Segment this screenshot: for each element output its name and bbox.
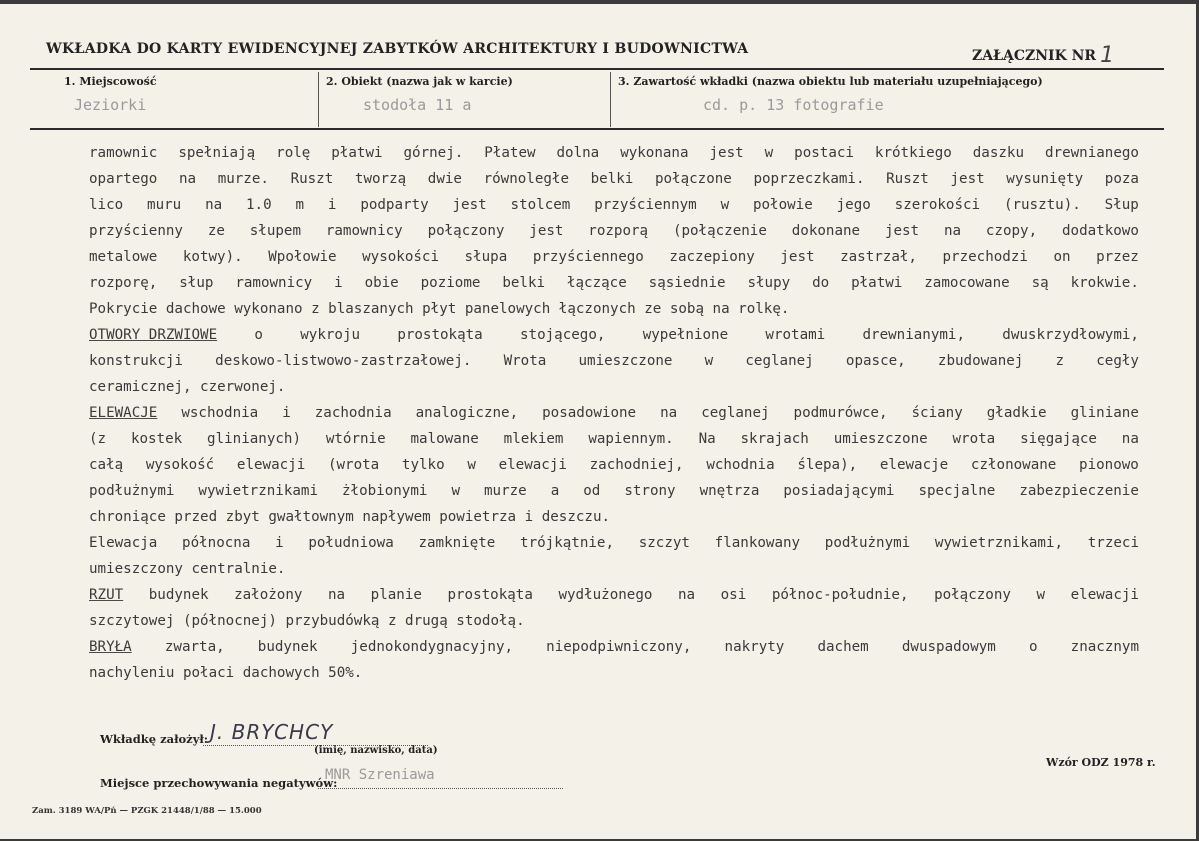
word: ze [207,223,225,239]
word: stojącego, [520,327,606,343]
section-heading-elevations: ELEWACJE [89,405,158,421]
section-heading-doors: OTWORY DRZWIOWE [89,327,218,343]
word: kostek [130,431,183,447]
word: ramownic [89,145,158,161]
word: malowane [410,431,479,447]
word: jednokondygnacyjny, [350,639,514,655]
word: (z [89,431,107,447]
word: sąsiednie [648,275,726,291]
word: żłobionymi [342,483,428,499]
word: Wpołowie [268,249,337,265]
word: górnej. [403,145,464,161]
word: na [677,587,696,603]
word: budynek [148,587,209,603]
created-by-label: Wkładkę założył: [100,732,209,746]
created-by-hint: (imię, nazwisko, data) [314,745,438,756]
word: i [334,275,343,291]
text-line [89,530,1139,556]
word: na [178,171,197,187]
word: zamocowane [924,275,1010,291]
text-line [89,426,1139,452]
word: całą [89,457,124,473]
word: połowie [752,197,813,213]
word: dwuskrzydłowymi, [1002,327,1139,343]
word: postaci [794,145,854,161]
word: dachem [817,639,869,655]
word: założony [234,587,303,603]
word: prostokąta [447,587,533,603]
word: poziome [420,275,481,291]
word: muru [147,197,182,213]
word: 1.0 [246,197,272,213]
word: jest [950,171,985,187]
word: w [704,353,714,369]
word: dwuspadowym [901,639,996,655]
word: metalowe [89,249,158,265]
word: od [583,483,601,499]
word: tylko [401,457,445,473]
text-line [89,660,1139,686]
word: zamknięte [418,535,496,551]
word: wtórnie [325,431,386,447]
section-heading-plan: RZUT [89,587,124,603]
word: ramownicy [235,275,313,291]
word: słupy [747,275,791,291]
word: elewacji [1070,587,1139,603]
word: gliniane [1070,405,1139,421]
word: wrotami [765,327,826,343]
word: wykonana [620,145,689,161]
word: osi [720,587,747,603]
word: zaczepiony [669,249,755,265]
word: jest [884,223,920,239]
field-divider [318,72,319,127]
word: łączące [566,275,627,291]
word: Elewacja [89,535,158,551]
word: mlekiem [503,431,564,447]
word: elewacji [498,457,567,473]
word: m [295,197,305,213]
word: posadowione [542,405,637,421]
word: belki [590,171,634,187]
word: tworzą [354,171,407,187]
text-line [89,140,1139,166]
word: planie [370,587,422,603]
annex-number [972,41,1114,66]
word: jest [452,197,487,213]
locality-value: Jeziorki [74,96,147,114]
word: na [205,197,223,213]
word: trzeci [1087,535,1139,551]
word: glinianych) [207,431,301,447]
word: Na [698,431,716,447]
word: umieszczone [833,431,928,447]
word: wysunięty [1006,171,1084,187]
word: wydłużonego [558,587,653,603]
word: na [1121,431,1139,447]
word: przyściennego [532,249,644,265]
word: konstrukcji [89,353,183,369]
word: południowa [308,535,394,551]
word: Wrota [503,353,547,369]
word: prostokąta [397,327,483,343]
word: wschodnia [181,405,259,421]
text-span: Pokrycie dachowe wykonano z blaszanych płyt panelowych łączonych ze sobą na rolkę. [89,301,790,317]
text-line [89,192,1139,218]
word: na [328,587,346,603]
word: stolcem [510,197,571,213]
text-line [89,270,1139,296]
word: przez [1096,249,1139,265]
word: deskowo-listwowo-zastrzałowej. [215,353,472,369]
word: murze [483,483,527,499]
word: spełniają [178,145,256,161]
word: słupem [249,223,301,239]
word: równoległe [483,171,569,187]
word: zastrzał, [840,249,917,265]
text-line [89,556,1139,582]
word: dwie [427,171,462,187]
text-line [89,244,1139,270]
word: opartego [89,171,158,187]
word: na [660,405,678,421]
word: flankowany [714,535,801,551]
word: zachodniej, [589,457,684,473]
text-line [89,166,1139,192]
word: drewnianego [1044,145,1139,161]
text-line [89,452,1139,478]
word: jest [529,223,564,239]
word: drewnianymi, [862,327,965,343]
word: (połączenie [672,223,767,239]
word: specjalne [918,483,996,499]
header-rule-bottom [30,128,1164,130]
word: rolę [276,145,311,161]
text-span: szczytowej (północnej) przybudówką z drugą stodołą. [89,613,525,629]
header-rule-top [30,68,1164,70]
word: i [282,405,291,421]
word: w [451,483,460,499]
word: dokonane [791,223,861,239]
word: cegły [1096,353,1139,369]
annex-number-value: 1 [1100,43,1115,68]
word: daszku [972,145,1025,161]
word: z [1055,353,1065,369]
text-line [89,478,1139,504]
word: i [327,197,337,213]
word: lico [89,197,124,213]
word: przyścienny [89,223,183,239]
word: nakryty [724,639,785,655]
word: czopy, [985,223,1038,239]
word: płatwi [331,145,383,161]
word: Ruszt [290,171,334,187]
word: wchodnia [706,457,775,473]
word: analogiczne, [415,405,519,421]
word: elewacji [236,457,306,473]
word: przechodzi [942,249,1028,265]
word: zabezpieczenie [1019,483,1139,499]
negatives-label: Miejsce przechowywania negatywów: [100,776,338,790]
text-line [89,296,1139,322]
print-info: Zam. 3189 WA/Pń — PZGK 21448/1/88 — 15.000 [32,806,262,816]
description-text [89,140,1139,686]
word: na [943,223,962,239]
word: zachodnia [314,405,392,421]
object-label: 2. Obiekt (nazwa jak w karcie) [326,75,513,88]
word: on [1053,249,1071,265]
word: wywietrznikami [198,483,319,499]
text-span: ceramicznej, czerwonej. [89,379,286,395]
text-line [89,504,1139,530]
form-pattern: Wzór ODZ 1978 r. [1046,756,1156,769]
word: zbudowanej [937,353,1024,369]
word: belki [502,275,546,291]
word: a [550,483,560,499]
word: (wrota [327,457,380,473]
text-line [89,348,1139,374]
word: członowane [970,457,1057,473]
word: dolna [556,145,600,161]
text-line [89,582,1139,608]
word: rozporę, [89,275,158,291]
word: wrota [952,431,996,447]
word: posiadającymi [783,483,895,499]
word: podparty [360,197,429,213]
page-edge-top [0,0,1199,4]
word: o [254,327,263,343]
word: poza [1104,171,1139,187]
word: szczyt [638,535,690,551]
word: są [1031,275,1049,291]
word: poprzeczkami. [753,171,865,187]
word: budynek [257,639,318,655]
text-line [89,634,1139,660]
text-line [89,322,1139,348]
word: północ-południe, [771,587,909,603]
created-by-signature: J. BRYCHCY [210,720,334,744]
word: obie [364,275,399,291]
word: wywietrznikami, [934,535,1064,551]
word: jego [836,197,871,213]
object-value: stodoła 11 a [363,96,472,114]
field-divider [610,72,611,127]
section-heading-mass: BRYŁA [89,639,132,655]
word: wysokości [362,249,439,265]
word: ślepa), [797,457,858,473]
word: ściany [911,405,963,421]
text-line [89,374,1139,400]
text-line [89,400,1139,426]
form-title: WKŁADKA DO KARTY EWIDENCYJNEJ ZABYTKÓW ARCHITEKTURY I BUDOWNICTWA [46,41,749,57]
word: przyściennym [594,197,697,213]
word: ceglanej [745,353,814,369]
word: w [720,197,730,213]
word: podłużnymi [89,483,175,499]
word: ceglanej [701,405,770,421]
word: Ruszt [886,171,929,187]
word: elewacje [879,457,949,473]
word: umieszczone [578,353,673,369]
content-value: cd. p. 13 fotografie [703,96,884,114]
word: kotwy). [182,249,243,265]
word: Słup [1104,197,1139,213]
content-label: 3. Zawartość wkładki (nazwa obiektu lub materiału uzupełniającego) [618,75,1043,88]
word: (rusztu). [1003,197,1081,213]
word: w [1036,587,1046,603]
word: szerokości [894,197,981,213]
word: Płatew [484,145,536,161]
word: opasce, [845,353,906,369]
locality-label: 1. Miejscowość [64,75,157,88]
word: do [812,275,830,291]
word: murze. [217,171,269,187]
text-line [89,218,1139,244]
word: sięgające [1020,431,1097,447]
word: krokwie. [1070,275,1139,291]
word: pionowo [1079,457,1139,473]
word: połączony [934,587,1011,603]
word: skrajach [740,431,809,447]
word: podłużnymi [824,535,911,551]
word: w [764,145,774,161]
word: północna [182,535,251,551]
word: połączony [427,223,505,239]
word: niepodpiwniczony, [546,639,692,655]
negatives-dotline [318,788,563,789]
word: połączone [654,171,732,187]
word: gładkie [986,405,1047,421]
word: wapiennym. [588,431,674,447]
word: wypełnione [642,327,729,343]
word: jest [780,249,815,265]
word: znacznym [1070,639,1139,655]
word: zwarta, [164,639,225,655]
text-span: chroniące przed zbyt gwałtownym napływem powietrza i deszczu. [89,509,611,525]
word: słupa [464,249,508,265]
word: podmurówce, [793,405,888,421]
word: rozporą [588,223,649,239]
word: o [1028,639,1038,655]
word: płatwi [851,275,903,291]
annex-label: ZAŁĄCZNIK NR [972,48,1097,64]
word: ramownicy [325,223,403,239]
word: strony [624,483,676,499]
word: wykroju [300,327,361,343]
word: słup [179,275,214,291]
word: dodatkowo [1061,223,1139,239]
word: wnętrza [699,483,760,499]
text-line [89,608,1139,634]
word: trójkątnie, [520,535,615,551]
word: krótkiego [874,145,952,161]
word: jest [709,145,744,161]
word: wysokość [145,457,215,473]
word: i [275,535,284,551]
negatives-stamp: MNR Szreniawa [325,767,435,783]
word: w [467,457,476,473]
text-span: nachyleniu połaci dachowych 50%. [89,665,363,681]
text-span: umieszczony centralnie. [89,561,286,577]
